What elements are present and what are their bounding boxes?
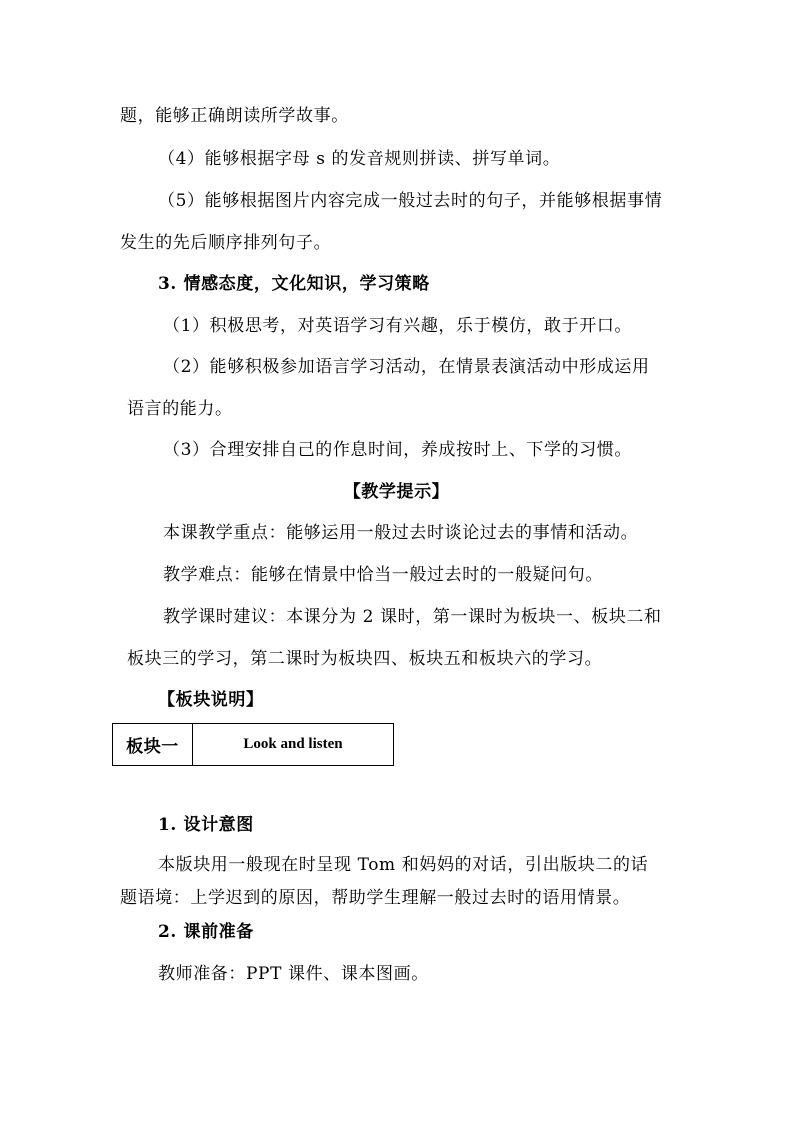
paragraph-line: 板块三的学习，第二课时为板块四、板块五和板块六的学习。 [127,649,603,669]
paragraph-line: 题，能够正确朗读所学故事。 [120,106,349,126]
module-heading: 【板块说明】 [158,690,264,710]
paragraph-line: （1）积极思考，对英语学习有兴趣，乐于模仿，敢于开口。 [163,316,633,336]
module-table [112,723,394,766]
module-title-cell: Look and listen [243,736,343,752]
paragraph-line: （3）合理安排自己的作息时间，养成按时上、下学的习惯。 [163,440,633,460]
module-name-cell: 板块一 [113,724,193,765]
paragraph-line: 发生的先后顺序排列句子。 [120,233,332,253]
paragraph-line: 题语境：上学迟到的原因，帮助学生理解一般过去时的语用情景。 [120,888,631,908]
paragraph-line: 教学课时建议：本课分为 2 课时，第一课时为板块一、板块二和 [163,607,662,627]
paragraph-line: （4）能够根据字母 s 的发音规则拼读、拼写单词。 [158,149,561,169]
paragraph-line: 教学难点：能够在情景中恰当一般过去时的一般疑问句。 [163,565,603,585]
section-heading: 3. 情感态度，文化知识，学习策略 [158,274,430,294]
paragraph-line: （2）能够积极参加语言学习活动，在情景表演活动中形成运用 [163,357,650,377]
section-heading: 1. 设计意图 [158,815,254,835]
paragraph-line: 本版块用一般现在时呈现 Tom 和妈妈的对话，引出版块二的话 [158,855,649,875]
paragraph-line: （5）能够根据图片内容完成一般过去时的句子，并能够根据事情 [158,191,663,211]
paragraph-line: 本课教学重点：能够运用一般过去时谈论过去的事情和活动。 [163,523,639,543]
paragraph-line: 语言的能力。 [127,399,233,419]
section-heading: 2. 课前准备 [158,922,254,942]
tips-heading: 【教学提示】 [343,482,450,502]
paragraph-line: 教师准备：PPT 课件、课本图画。 [158,964,429,984]
